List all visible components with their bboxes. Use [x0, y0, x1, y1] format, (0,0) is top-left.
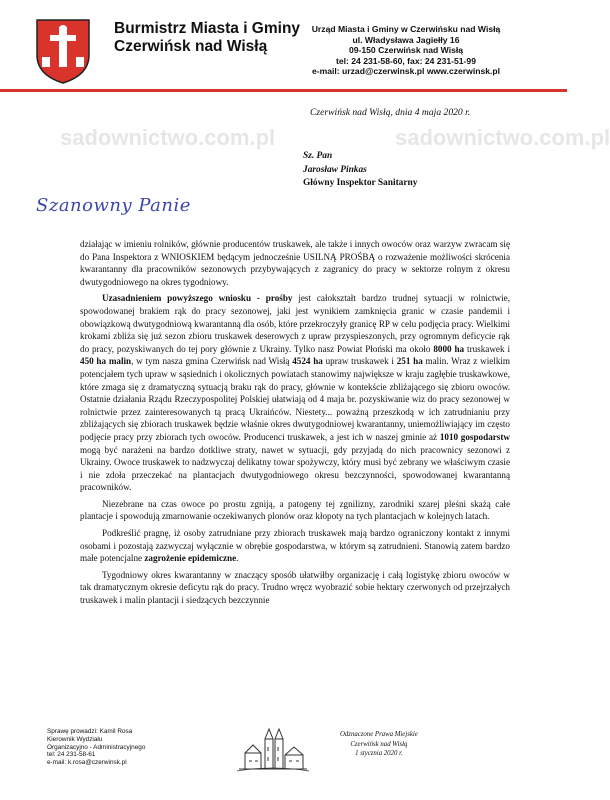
justification-heading: Uzasadnieniem powyższego wniosku - prośby — [102, 293, 293, 304]
letter-body — [80, 238, 510, 611]
office-phone: tel: 24 231-58-60, fax: 24 231-51-99 — [336, 55, 476, 66]
date-line: Czerwińsk nad Wisłą, dnia 4 maja 2020 r. — [310, 107, 471, 118]
paragraph-4-bold: zagrożenie epidemiczne — [144, 553, 237, 564]
office-contact-block — [290, 24, 522, 77]
paragraph-2-text-a: jest całokształt bardzo trudnej sytuacji w rolnictwie, spowodowanej brakiem rąk do pracy sezonowej, jaki jest wynikiem zamknięcia granic w czasie pandemii i obowiązkową dwutygodniową kwarantanną dla osób, które przekroczyły granicę RP w celu podjęcia pracy. Wielkimi krokami zbliża się już sezon zbioru truskawek deserowych z upraw przyspieszonych, przy ogromnym deficycie rąk do pracy, pozyskiwanych do tej pory głównie z Ukrainy. Tylko nasz Powiat Płoński ma około — [80, 293, 510, 354]
paragraph-4 — [80, 527, 510, 565]
paragraph-3: Niezebrane na czas owoce po prostu zgniją, a patogeny tej zgnilizny, zarodniki szarej pleśni skażą całe plantacje i spowodują zmarnowanie oczekiwanych plonów oraz kłopoty na tych plantacjach w kolejnych latach. — [80, 498, 510, 522]
paragraph-2 — [80, 292, 510, 494]
coat-of-arms-icon — [34, 17, 92, 85]
paragraph-2-bold-2: 450 ha malin — [80, 356, 132, 367]
watermark: sadownictwo.com.pl — [60, 125, 276, 150]
paragraph-4-text-a: Podkreślić pragnę, iż osoby zatrudniane przy zbiorach truskawek mają bardzo ograniczony kontakt z innymi osobami i pozostają zazwyczaj wyłącznie w obrębie gospodarstwa, w którym są zatrudnieni. Stanowią zatem bardzo małe potencjalne — [80, 528, 510, 564]
paragraph-2-text-c: , w tym nasza gmina Czerwińsk nad Wisłą — [131, 356, 293, 367]
paragraph-2-bold-3: 4524 ha — [292, 356, 323, 367]
paragraph-2-bold-1: 8000 ha — [433, 343, 465, 354]
paragraph-1: działając w imieniu rolników, głównie producentów truskawek, ale także i innych owoców oraz warzyw zwracam się do Pana Inspektora z WNIOSKIEM będącym jednocześnie USILNĄ PROŚBĄ o rozważenie możliwości skrócenia kwarantanny dla pracowników sezonowych przybywających z zagranicy do pracy w sektorze rolnym z okresu dwutygodniowego na okres tygodniowy. — [80, 239, 510, 287]
award-note — [340, 730, 418, 759]
case-handler-line4: tel: 24 231-58-61 — [47, 751, 96, 759]
case-handler-line1: Sprawę prowadzi: Kamil Rosa — [47, 728, 133, 735]
case-handler-line2: Kierownik Wydziału — [47, 735, 103, 743]
award-line1: Odznaczone Prawa Miejskie — [340, 731, 418, 738]
issuer-title-line2: Czerwińsk nad Wisłą — [114, 38, 268, 55]
paragraph-2-text-d: upraw truskawek i — [322, 356, 397, 367]
award-line3: 1 stycznia 2020 r. — [355, 750, 403, 757]
watermark: sadownictwo.com.pl — [395, 125, 610, 150]
issuer-title — [114, 20, 300, 56]
addressee-block — [303, 150, 417, 191]
handwritten-greeting: Szanowny Panie — [36, 195, 191, 216]
header-divider — [0, 89, 567, 92]
office-postal: 09-150 Czerwińsk nad Wisłą — [348, 45, 464, 56]
issuer-title-line1: Burmistrz Miasta i Gminy — [114, 20, 301, 37]
office-email: e-mail: urzad@czerwinsk.pl www.czerwinsk.pl — [311, 66, 501, 77]
paragraph-2-text-e: malin. Wraz z wielkim potencjałem tych upraw w sąsiednich i okolicznych powiatach stanowimy największe w kraju zagłębie truskawkowe, które zmaga się z dramatyczną sytuacją braku rąk do pracy, głównie w kontekście zbliżającego się zbioru owoców. Ostatnie działania Rządu Rzeczypospolitej Polskiej ułatwiają od 4 maja br. pozyskiwanie wiz do pracy sezonowej w rolnictwie przez zainteresowanych tą pracą Ukraińców. Niestety... poważną przeszkodą w ich zatrudnianiu przy zbliżających się zbiorach truskawek będzie właśnie okres dwutygodniowej kwarantanny, uniemożliwiający im często podjęcie pracy przy zbiorach tych owoców. Producenci truskawek, a jest ich w naszej gminie aż — [80, 356, 511, 442]
addressee-salutation: Sz. Pan — [303, 151, 333, 161]
paragraph-2-bold-5: 1010 gospodarstw — [439, 431, 510, 442]
addressee-name: Jarosław Pinkas — [303, 164, 367, 175]
award-line2: Czerwińsk nad Wisłą — [350, 740, 408, 748]
paragraph-4-text-b: . — [236, 553, 239, 564]
addressee-title: Główny Inspektor Sanitarny — [303, 178, 418, 188]
case-handler-line3: Organizacyjno - Administracyjnego — [47, 743, 146, 751]
case-handler-block — [47, 728, 145, 767]
office-name: Urząd Miasta i Gminy w Czerwińsku nad Wisłą — [311, 24, 501, 34]
paragraph-2-text-f: mogą być narażeni na bardzo dotkliwe straty, nawet w sytuacji, gdy przyjadą do nich pracownicy sezonowi z Ukrainy. Owoce truskawek to nadzwyczaj delikatny towar spożywczy, który musi być zebrany we właściwym czasie i nie zdoła przeczekać na plantacjach dwutygodniowego okresu bezczynności, spowodowanej kwarantanną pracowników. — [80, 444, 510, 493]
paragraph-2-text-b: truskawek i — [464, 343, 510, 354]
paragraph-2-bold-4: 251 ha — [396, 356, 423, 367]
case-handler-line5: e-mail: k.rosa@czerwinsk.pl — [47, 759, 127, 767]
office-street: ul. Władysława Jagiełły 16 — [352, 34, 460, 45]
church-illustration-icon — [235, 725, 311, 773]
paragraph-5: Tygodniowy okres kwarantanny w znaczący sposób ułatwiłby organizację i całą logistykę zbioru owoców w tak dramatycznym okresie deficytu rąk do pracy. Trudno wręcz wyobrazić sobie hektary czerwonych od przejrzałych truskawek i malin plantacji i siedzących bezczynnie — [80, 569, 510, 606]
